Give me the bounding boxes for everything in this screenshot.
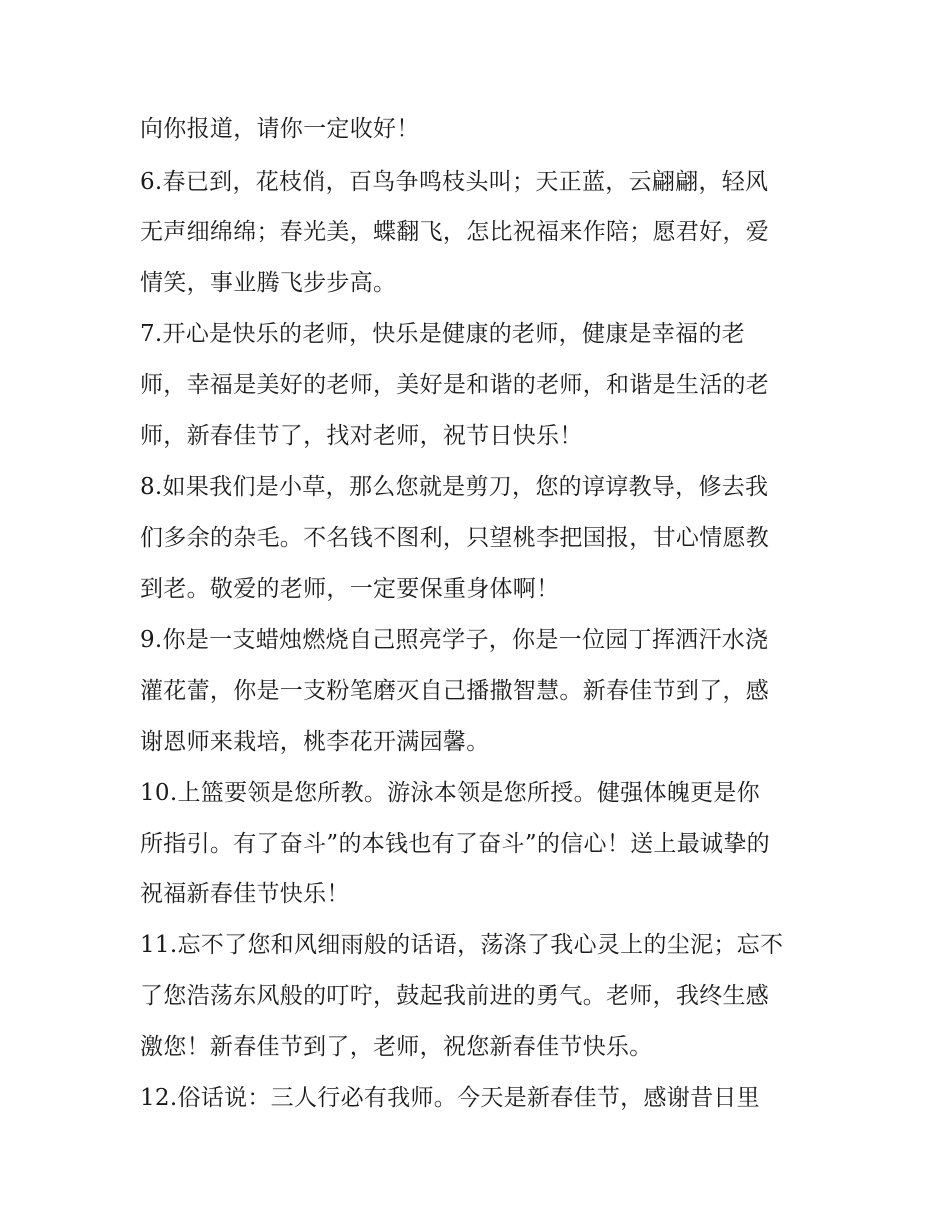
text-line: 10.上篮要领是您所教。游泳本领是您所授。健强体魄更是你	[140, 780, 760, 806]
text-line: 12.俗话说：三人行必有我师。今天是新春佳节，感谢昔日里	[140, 1085, 760, 1111]
text-line: 无声细绵绵；春光美，蝶翻飞，怎比祝福来作陪；愿君好，爱	[140, 219, 770, 245]
text-line: 6.春已到，花枝俏，百鸟争鸣枝头叫；天正蓝，云翩翩，轻风	[140, 169, 769, 195]
text-line: 谢恩师来栽培，桃李花开满园馨。	[140, 729, 490, 755]
text-line: 情笑，事业腾飞步步高。	[140, 270, 397, 296]
text-line: 师，幸福是美好的老师，美好是和谐的老师，和谐是生活的老	[140, 372, 770, 398]
text-line: 所指引。有了奋斗”的本钱也有了奋斗”的信心！送上最诚挚的	[140, 831, 770, 857]
text-line: 9.你是一支蜡烛燃烧自己照亮学子，你是一位园丁挥洒汗水浇	[140, 627, 769, 653]
text-line: 了您浩荡东风般的叮咛，鼓起我前进的勇气。老师，我终生感	[140, 983, 770, 1009]
text-line: 7.开心是快乐的老师，快乐是健康的老师，健康是幸福的老	[140, 321, 746, 347]
text-line: 灌花蕾，你是一支粉笔磨灭自己播撒智慧。新春佳节到了，感	[140, 678, 770, 704]
text-line: 激您！新春佳节到了，老师，祝您新春佳节快乐。	[140, 1034, 653, 1060]
text-line: 师，新春佳节了，找对老师，祝节日快乐！	[140, 423, 583, 449]
text-line: 到老。敬爱的老师，一定要保重身体啊！	[140, 576, 560, 602]
text-line: 们多余的杂毛。不名钱不图利，只望桃李把国报，甘心情愿教	[140, 525, 770, 551]
text-line: 祝福新春佳节快乐！	[140, 881, 350, 907]
text-line: 向你报道，请你一定收好！	[140, 116, 420, 142]
text-line: 11.忘不了您和风细雨般的话语，荡涤了我心灵上的尘泥；忘不	[140, 932, 784, 958]
text-line: 8.如果我们是小草，那么您就是剪刀，您的谆谆教导，修去我	[140, 474, 769, 500]
